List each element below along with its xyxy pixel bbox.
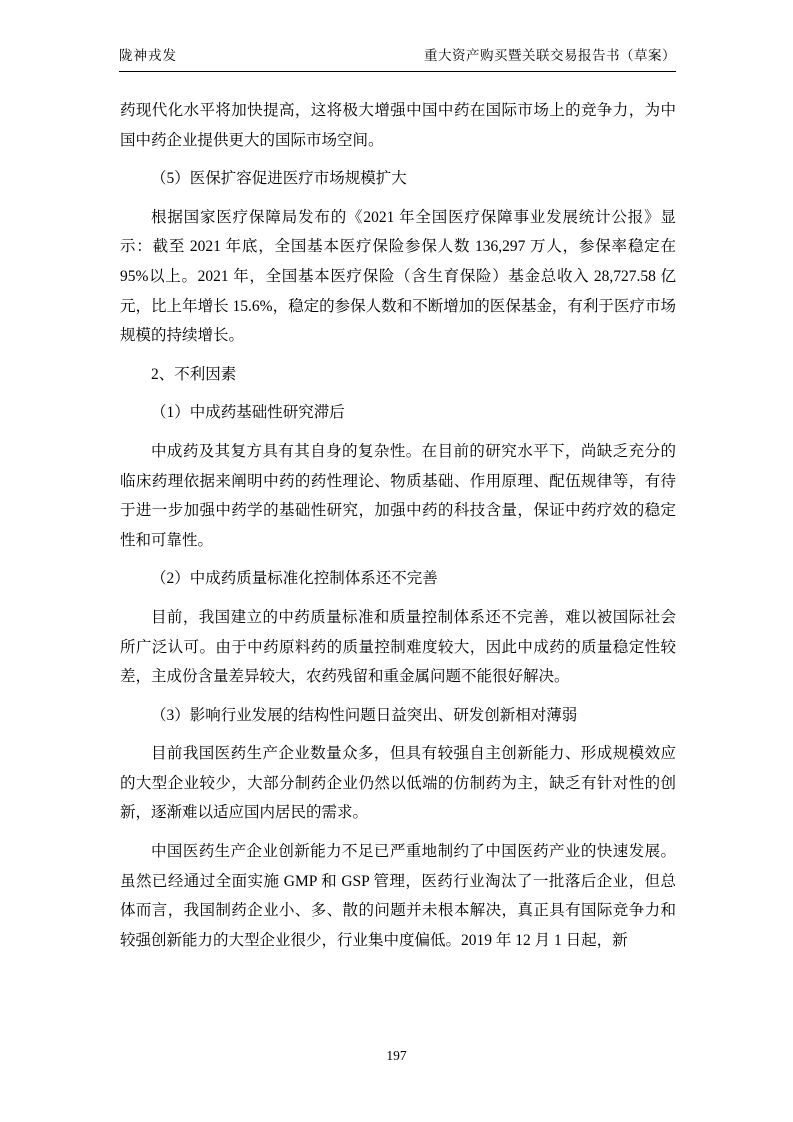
paragraph: 中成药及其复方具有其自身的复杂性。在目前的研究水平下，尚缺乏充分的临床药理依据来阐明中药的药性理论、物质基础、作用原理、配伍规律等，有待于进一步加强中药学的基础性研究，加强中药的科技含量，保证中药疗效的稳定性和可靠性。 [120,442,676,549]
paragraph: 中国医药生产企业创新能力不足已严重地制约了中国医药产业的快速发展。虽然已经通过全面实施 GMP 和 GSP 管理，医药行业淘汰了一批落后企业，但总体而言，我国制药企业小、多、散的问题并未根本解决，真正具有国际竞争力和较强创新能力的大型企业很少，行业集中度偏低。2019 年 12 月 1 日起，新 [120,843,676,949]
document-body [120,96,676,964]
subsection-heading-2: （2）中成药质量标准化控制体系还不完善 [151,570,438,588]
paragraph: 目前我国医药生产企业数量众多，但具有较强自主创新能力、形成规模效应的大型企业较少，大部分制药企业仍然以低端的仿制药为主，缺乏有针对性的创新，逐渐难以适应国内居民的需求。 [120,745,676,822]
subsection-heading-1: （1）中成药基础性研究滞后 [151,404,345,422]
page-header [119,47,676,72]
paragraph: 目前，我国建立的中药质量标准和质量控制体系还不完善，难以被国际社会所广泛认可。由于中药原料药的质量控制难度较大，因此中成药的质量稳定性较差，主成份含量差异较大，农药残留和重金属问题不能很好解决。 [120,608,676,686]
page-number: 197 [386,1048,407,1063]
paragraph-continuation: 药现代化水平将加快提高，这将极大增强中国中药在国际市场上的竞争力，为中国中药企业提供更大的国际市场空间。 [120,102,676,149]
subsection-heading-3: （3）影响行业发展的结构性问题日益突出、研发创新相对薄弱 [151,706,578,724]
paragraph: 根据国家医疗保障局发布的《2021 年全国医疗保障事业发展统计公报》显示：截至 2021 年底，全国基本医疗保险参保人数 136,297 万人，参保率稳定在 95%以上。2021 年，全国基本医疗保险（含生育保险）基金总收入 28,727.58 亿元，比上年增长 15.6%，稳定的参保人数和不断增加的医保基金，有利于医疗市场规模的持续增长。 [120,208,676,345]
header-company-name: 陇神戎发 [119,48,177,63]
section-heading-5: （5）医保扩容促进医疗市场规模扩大 [151,170,407,188]
section-heading-2: 2、不利因素 [151,365,237,383]
page-footer [0,1048,793,1064]
header-report-title: 重大资产购买暨关联交易报告书（草案） [424,48,676,63]
